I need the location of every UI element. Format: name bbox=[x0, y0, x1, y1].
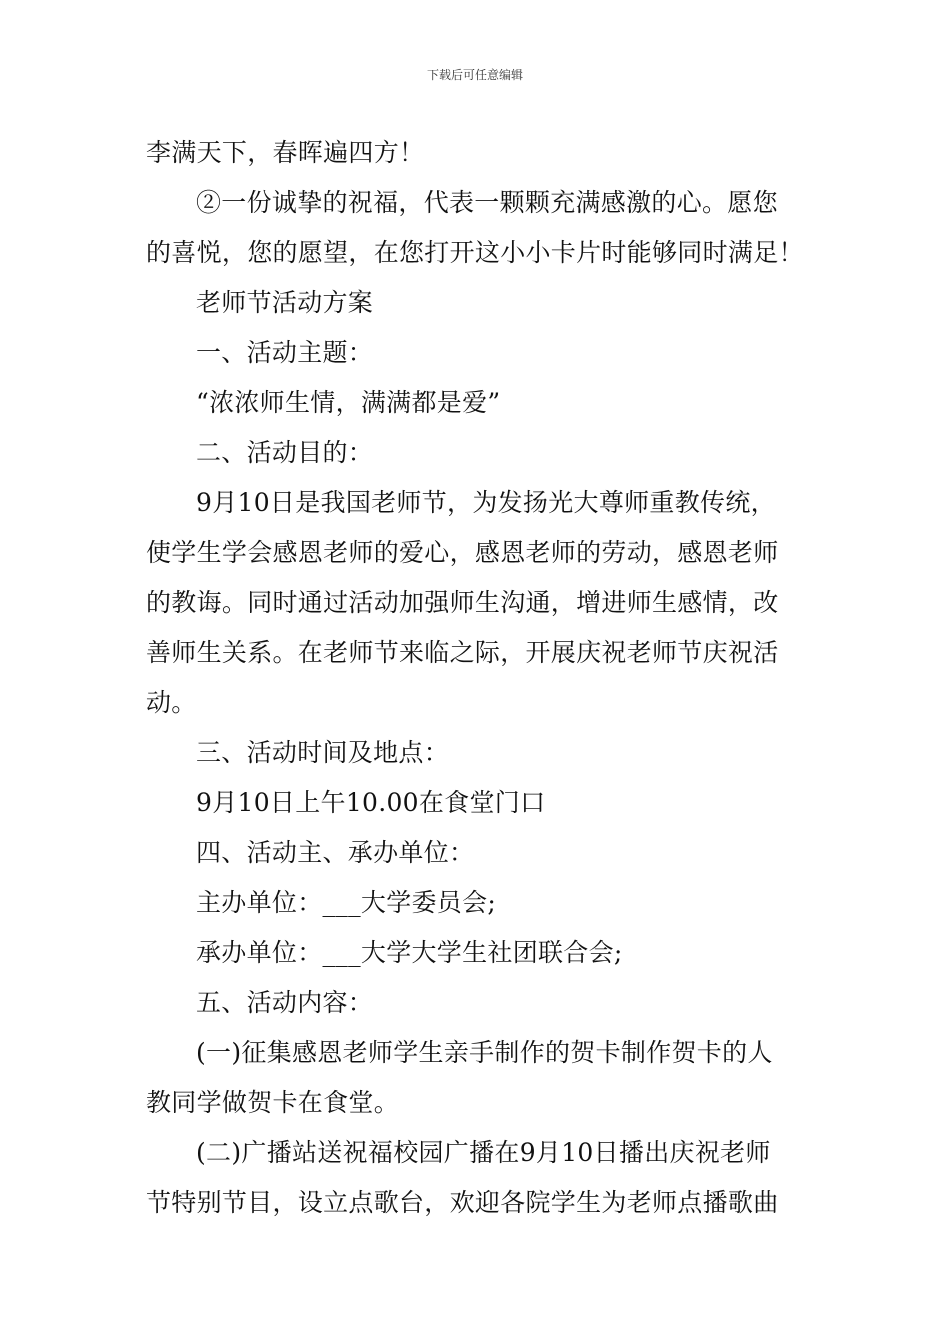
content-item-2-line-2: 节特别节目，设立点歌台，欢迎各院学生为老师点播歌曲 bbox=[146, 1188, 779, 1217]
purpose-line-1: 9月10日是我国老师节，为发扬光大尊师重教传统， bbox=[196, 488, 776, 517]
content-item-2-line-1: (二)广播站送祝福校园广播在9月10日播出庆祝老师 bbox=[196, 1138, 771, 1167]
purpose-line-3: 的教诲。同时通过活动加强师生沟通，增进师生感情，改 bbox=[146, 588, 779, 617]
content-item-1-line-1: (一)征集感恩老师学生亲手制作的贺卡制作贺卡的人 bbox=[196, 1038, 773, 1067]
text-line-2: ②一份诚挚的祝福，代表一颗颗充满感激的心。愿您 bbox=[196, 188, 778, 217]
time-place-text: 9月10日上午10.00在食堂门口 bbox=[196, 788, 546, 817]
text-line-3: 的喜悦，您的愿望，在您打开这小小卡片时能够同时满足！ bbox=[146, 238, 804, 267]
page-header: 下载后可任意编辑 bbox=[426, 68, 523, 82]
content-item-1-line-2: 教同学做贺卡在食堂。 bbox=[146, 1088, 400, 1117]
document-body bbox=[146, 128, 808, 1228]
heading-time-place: 三、活动时间及地点： bbox=[196, 738, 450, 767]
heading-theme: 一、活动主题： bbox=[196, 338, 374, 367]
purpose-line-5: 动。 bbox=[146, 688, 197, 717]
purpose-line-2: 使学生学会感恩老师的爱心，感恩老师的劳动，感恩老师 bbox=[146, 538, 779, 567]
heading-organizers: 四、活动主、承办单位： bbox=[196, 838, 475, 867]
section-title: 老师节活动方案 bbox=[196, 288, 374, 317]
organizer-undertaker: 承办单位：___大学大学生社团联合会; bbox=[196, 938, 623, 967]
purpose-line-4: 善师生关系。在老师节来临之际，开展庆祝老师节庆祝活 bbox=[146, 638, 779, 667]
text-line-1: 李满天下，春晖遍四方！ bbox=[146, 138, 425, 167]
theme-quote: “浓浓师生情，满满都是爱” bbox=[196, 388, 501, 417]
organizer-host: 主办单位：___大学委员会; bbox=[196, 888, 497, 917]
heading-content: 五、活动内容： bbox=[196, 988, 374, 1017]
heading-purpose: 二、活动目的： bbox=[196, 438, 374, 467]
